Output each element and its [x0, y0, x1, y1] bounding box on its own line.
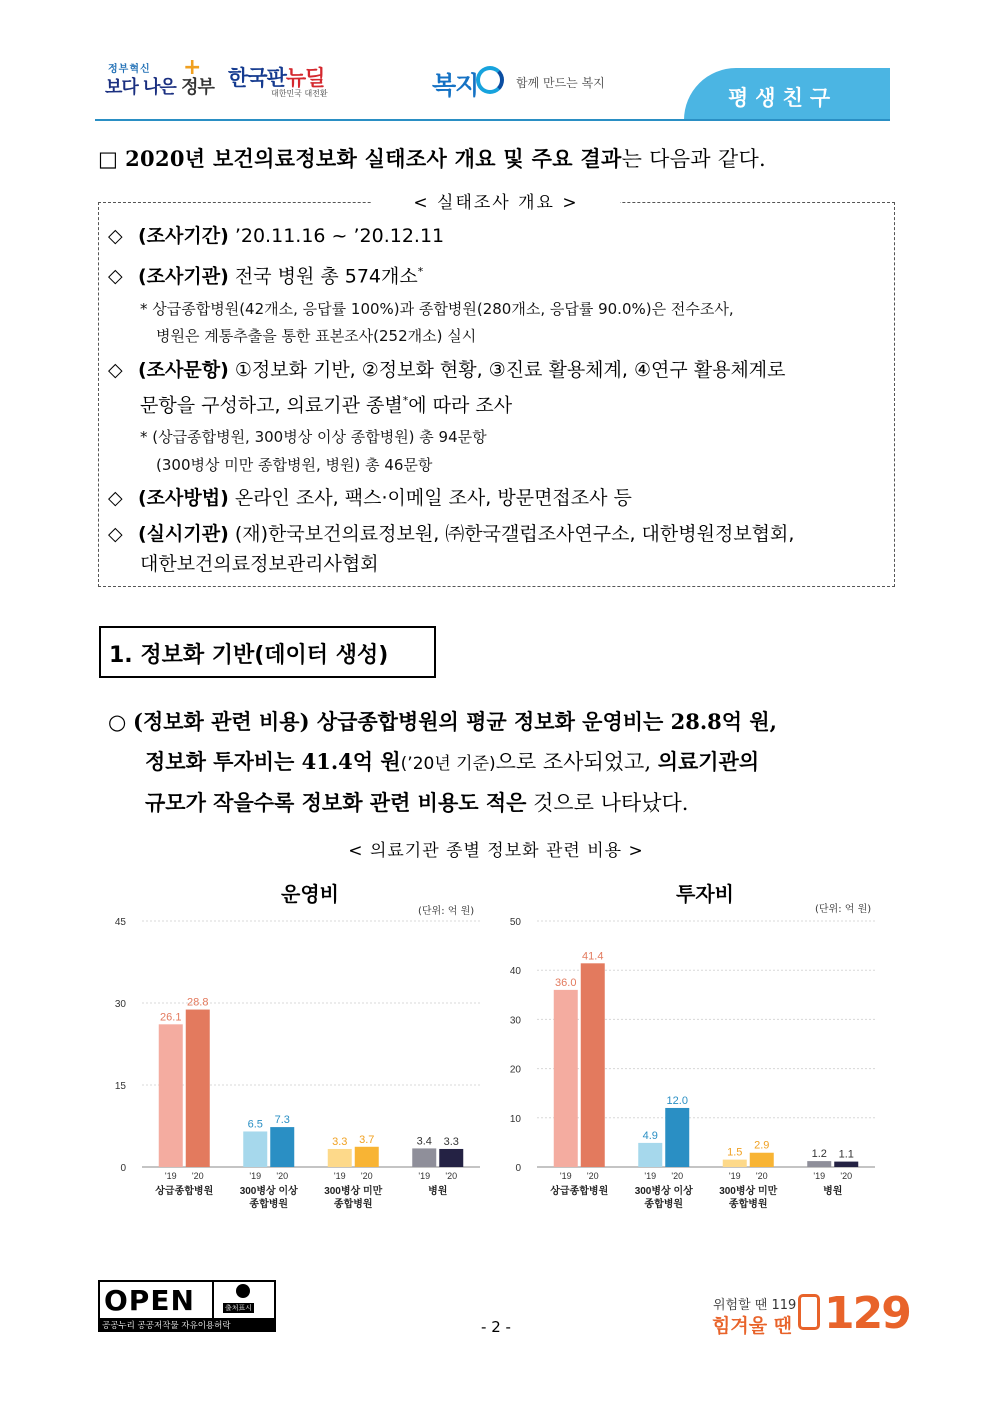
bar-value-label: 28.8: [187, 996, 209, 1009]
y-tick-label: 10: [509, 1113, 521, 1125]
category-label: 병원: [823, 1186, 843, 1197]
logo2-a: 한국판: [228, 66, 286, 90]
bar-value-label: 3.3: [443, 1135, 459, 1148]
items-label: (조사문항): [138, 359, 229, 381]
bar: [243, 1131, 267, 1167]
logo1-gov: 정부: [181, 77, 214, 98]
bar-value-label: 1.2: [811, 1148, 827, 1161]
chart-caption: < 의료기관 종별 정보화 관련 비용 >: [348, 841, 644, 861]
bar: [412, 1148, 436, 1167]
bar-value-label: 12.0: [666, 1094, 688, 1107]
y-tick-label: 0: [515, 1163, 521, 1174]
bar-value-label: 3.3: [332, 1135, 348, 1148]
attribution-label: 출처표시: [225, 1304, 253, 1312]
header-tab-label: 평생친구: [728, 86, 838, 110]
year-label: '20: [586, 1171, 599, 1181]
year-label: '20: [445, 1171, 458, 1181]
year-label: '19: [333, 1171, 346, 1181]
person-head-icon: [236, 1284, 250, 1298]
investment-cost-chart: [495, 905, 885, 1225]
survey-items-line2: [140, 386, 512, 420]
year-label: '20: [191, 1171, 204, 1181]
year-label: '19: [249, 1171, 262, 1181]
para-3b: 것으로 나타났다.: [533, 791, 689, 815]
category-label: 상급종합병원: [550, 1186, 609, 1197]
category-label: 병원: [428, 1186, 448, 1197]
y-tick-label: 50: [509, 917, 521, 928]
target-note-2: 병원은 계통추출을 통한 표본조사(252개소) 실시: [156, 327, 477, 345]
category-label: 종합병원: [333, 1199, 373, 1210]
year-label: '20: [276, 1171, 289, 1181]
bar-value-label: 6.5: [247, 1118, 263, 1131]
bar: [638, 1143, 662, 1167]
intro-sentence: [98, 143, 766, 173]
items-value2a: 문항을 구성하고, 의료기관 종별: [140, 394, 403, 417]
bar: [834, 1162, 858, 1167]
diamond-bullet-icon: ◇: [108, 225, 123, 247]
paragraph-line-2: [145, 746, 759, 776]
bar-value-label: 4.9: [642, 1129, 658, 1142]
items-note-1: * (상급종합병원, 300병상 이상 종합병원) 총 94문항: [140, 428, 487, 446]
y-tick-label: 45: [114, 917, 126, 928]
survey-target: [108, 257, 423, 291]
intro-prefix: □: [98, 147, 126, 171]
chart-2-title: 투자비: [676, 882, 734, 906]
bar: [665, 1108, 689, 1167]
year-label: '20: [671, 1171, 684, 1181]
korean-new-deal-subtitle: 대한민국 대전환: [271, 89, 328, 98]
period-value: ’20.11.16 ~ ’20.12.11: [234, 225, 445, 247]
org-label: (실시기관): [138, 523, 229, 545]
welfare-logo-subtitle: 함께 만드는 복지: [516, 76, 605, 90]
bar: [270, 1127, 294, 1167]
logo1-main: 보다 나은: [105, 77, 176, 98]
category-label: 종합병원: [644, 1199, 684, 1210]
logo2-b: 뉴딜: [285, 66, 325, 90]
survey-items: [108, 356, 786, 385]
method-label: (조사방법): [138, 487, 229, 509]
hotline-bottom-text: 힘겨울 땐: [712, 1315, 793, 1337]
category-label: 300병상 이상: [634, 1186, 693, 1197]
kogl-bar-text: 공공누리 공공저작물 자유이용허락: [102, 1321, 231, 1331]
year-label: '19: [813, 1171, 826, 1181]
bar: [159, 1024, 183, 1167]
para-2d: 의료기관의: [657, 749, 760, 774]
year-label: '19: [559, 1171, 572, 1181]
para-2b: (’20년 기준): [400, 754, 496, 774]
bar: [750, 1153, 774, 1167]
para-3a: 규모가 작을수록 정보화 관련 비용도 적은: [145, 790, 527, 815]
bar-value-label: 1.5: [727, 1146, 743, 1159]
chart-1-unit: (단위: 억 원): [418, 906, 475, 917]
header-divider: [95, 119, 890, 121]
year-label: '19: [164, 1171, 177, 1181]
category-label: 300병상 미만: [324, 1186, 383, 1197]
target-label: (조사기관): [138, 265, 229, 288]
welfare-ring-icon: [476, 66, 504, 94]
bar: [186, 1010, 210, 1167]
phone-icon: [798, 1294, 820, 1330]
bar: [581, 963, 605, 1167]
y-tick-label: 0: [120, 1163, 126, 1174]
bar-value-label: 2.9: [754, 1139, 770, 1152]
bar-value-label: 36.0: [555, 976, 577, 989]
circle-bullet-icon: ○: [108, 710, 127, 734]
target-star: *: [417, 265, 424, 278]
target-value: 전국 병원 총 574개소: [234, 265, 418, 288]
y-tick-label: 40: [509, 966, 521, 978]
year-label: '20: [840, 1171, 853, 1181]
kogl-open-text: OPEN: [104, 1284, 195, 1317]
items-note-2: (300병상 미만 종합병원, 병원) 총 46문항: [156, 456, 433, 474]
plus-icon: +: [183, 55, 202, 80]
bar: [554, 990, 578, 1167]
bar-value-label: 3.4: [416, 1135, 432, 1148]
category-label: 종합병원: [728, 1199, 768, 1210]
chart-2-unit: (단위: 억 원): [815, 904, 872, 915]
year-label: '19: [418, 1171, 431, 1181]
y-tick-label: 20: [509, 1064, 521, 1076]
paragraph-line-1: [108, 706, 777, 736]
overview-title: < 실태조사 개요 >: [413, 193, 579, 213]
para-1a: (정보화 관련 비용) 상급종합병원의 평균 정보화 운영비는 28.8억 원,: [133, 709, 777, 734]
welfare-logo: 복지: [432, 71, 479, 100]
year-label: '20: [755, 1171, 768, 1181]
period-label: (조사기간): [138, 225, 229, 247]
survey-org-line2: 대한보건의료정보관리사협회: [140, 553, 379, 575]
target-note-1: * 상급종합병원(42개소, 응답률 100%)과 종합병원(280개소, 응답률 90.0%)은 전수조사,: [140, 300, 734, 318]
para-2c: 으로 조사되었고,: [495, 750, 651, 774]
diamond-bullet-icon: ◇: [108, 523, 123, 545]
category-label: 종합병원: [249, 1199, 289, 1210]
survey-method: [108, 484, 632, 513]
y-tick-label: 30: [509, 1015, 521, 1027]
year-label: '19: [728, 1171, 741, 1181]
gov-innovation-logo-top: 정부혁신: [108, 64, 151, 75]
hotline-number: 129: [824, 1288, 910, 1339]
y-tick-label: 15: [114, 1081, 126, 1092]
org-value: (재)한국보건의료정보원, ㈜한국갤럽조사연구소, 대한병원정보협회,: [234, 523, 795, 545]
bar-value-label: 3.7: [359, 1133, 375, 1146]
items-value2b: 에 따라 조사: [408, 394, 513, 417]
method-value: 온라인 조사, 팩스·이메일 조사, 방문면접조사 등: [234, 487, 632, 509]
operating-cost-chart: [100, 905, 490, 1225]
bar-value-label: 7.3: [274, 1114, 290, 1127]
bar: [807, 1161, 831, 1167]
bar: [439, 1149, 463, 1167]
para-2a: 정보화 투자비는 41.4억 원: [145, 749, 401, 774]
intro-rest: 는 다음과 같다.: [621, 147, 767, 171]
items-star: *: [402, 394, 409, 407]
bar-value-label: 41.4: [582, 950, 604, 963]
hotline-top-text: 위험할 땐 119: [713, 1298, 797, 1313]
paragraph-line-3: [145, 787, 688, 817]
diamond-bullet-icon: ◇: [108, 359, 123, 381]
bar-value-label: 1.1: [838, 1148, 854, 1161]
bar: [355, 1147, 379, 1167]
category-label: 300병상 이상: [239, 1186, 298, 1197]
year-label: '19: [644, 1171, 657, 1181]
page-number: - 2 -: [481, 1318, 511, 1336]
survey-org: [108, 520, 794, 549]
survey-period: [108, 222, 444, 251]
chart-1-title: 운영비: [281, 882, 339, 906]
y-tick-label: 30: [114, 999, 126, 1010]
bar: [723, 1160, 747, 1167]
diamond-bullet-icon: ◇: [108, 487, 123, 509]
year-label: '20: [360, 1171, 373, 1181]
category-label: 300병상 미만: [719, 1186, 778, 1197]
bar: [328, 1149, 352, 1167]
items-value: ①정보화 기반, ②정보화 현황, ③진료 활용체계, ④연구 활용체계로: [234, 359, 786, 381]
diamond-bullet-icon: ◇: [108, 265, 123, 288]
section-heading: 1. 정보화 기반(데이터 생성): [109, 643, 389, 668]
bar-value-label: 26.1: [160, 1011, 182, 1024]
intro-bold: 2020년 보건의료정보화 실태조사 개요 및 주요 결과: [125, 146, 622, 171]
category-label: 상급종합병원: [155, 1186, 214, 1197]
